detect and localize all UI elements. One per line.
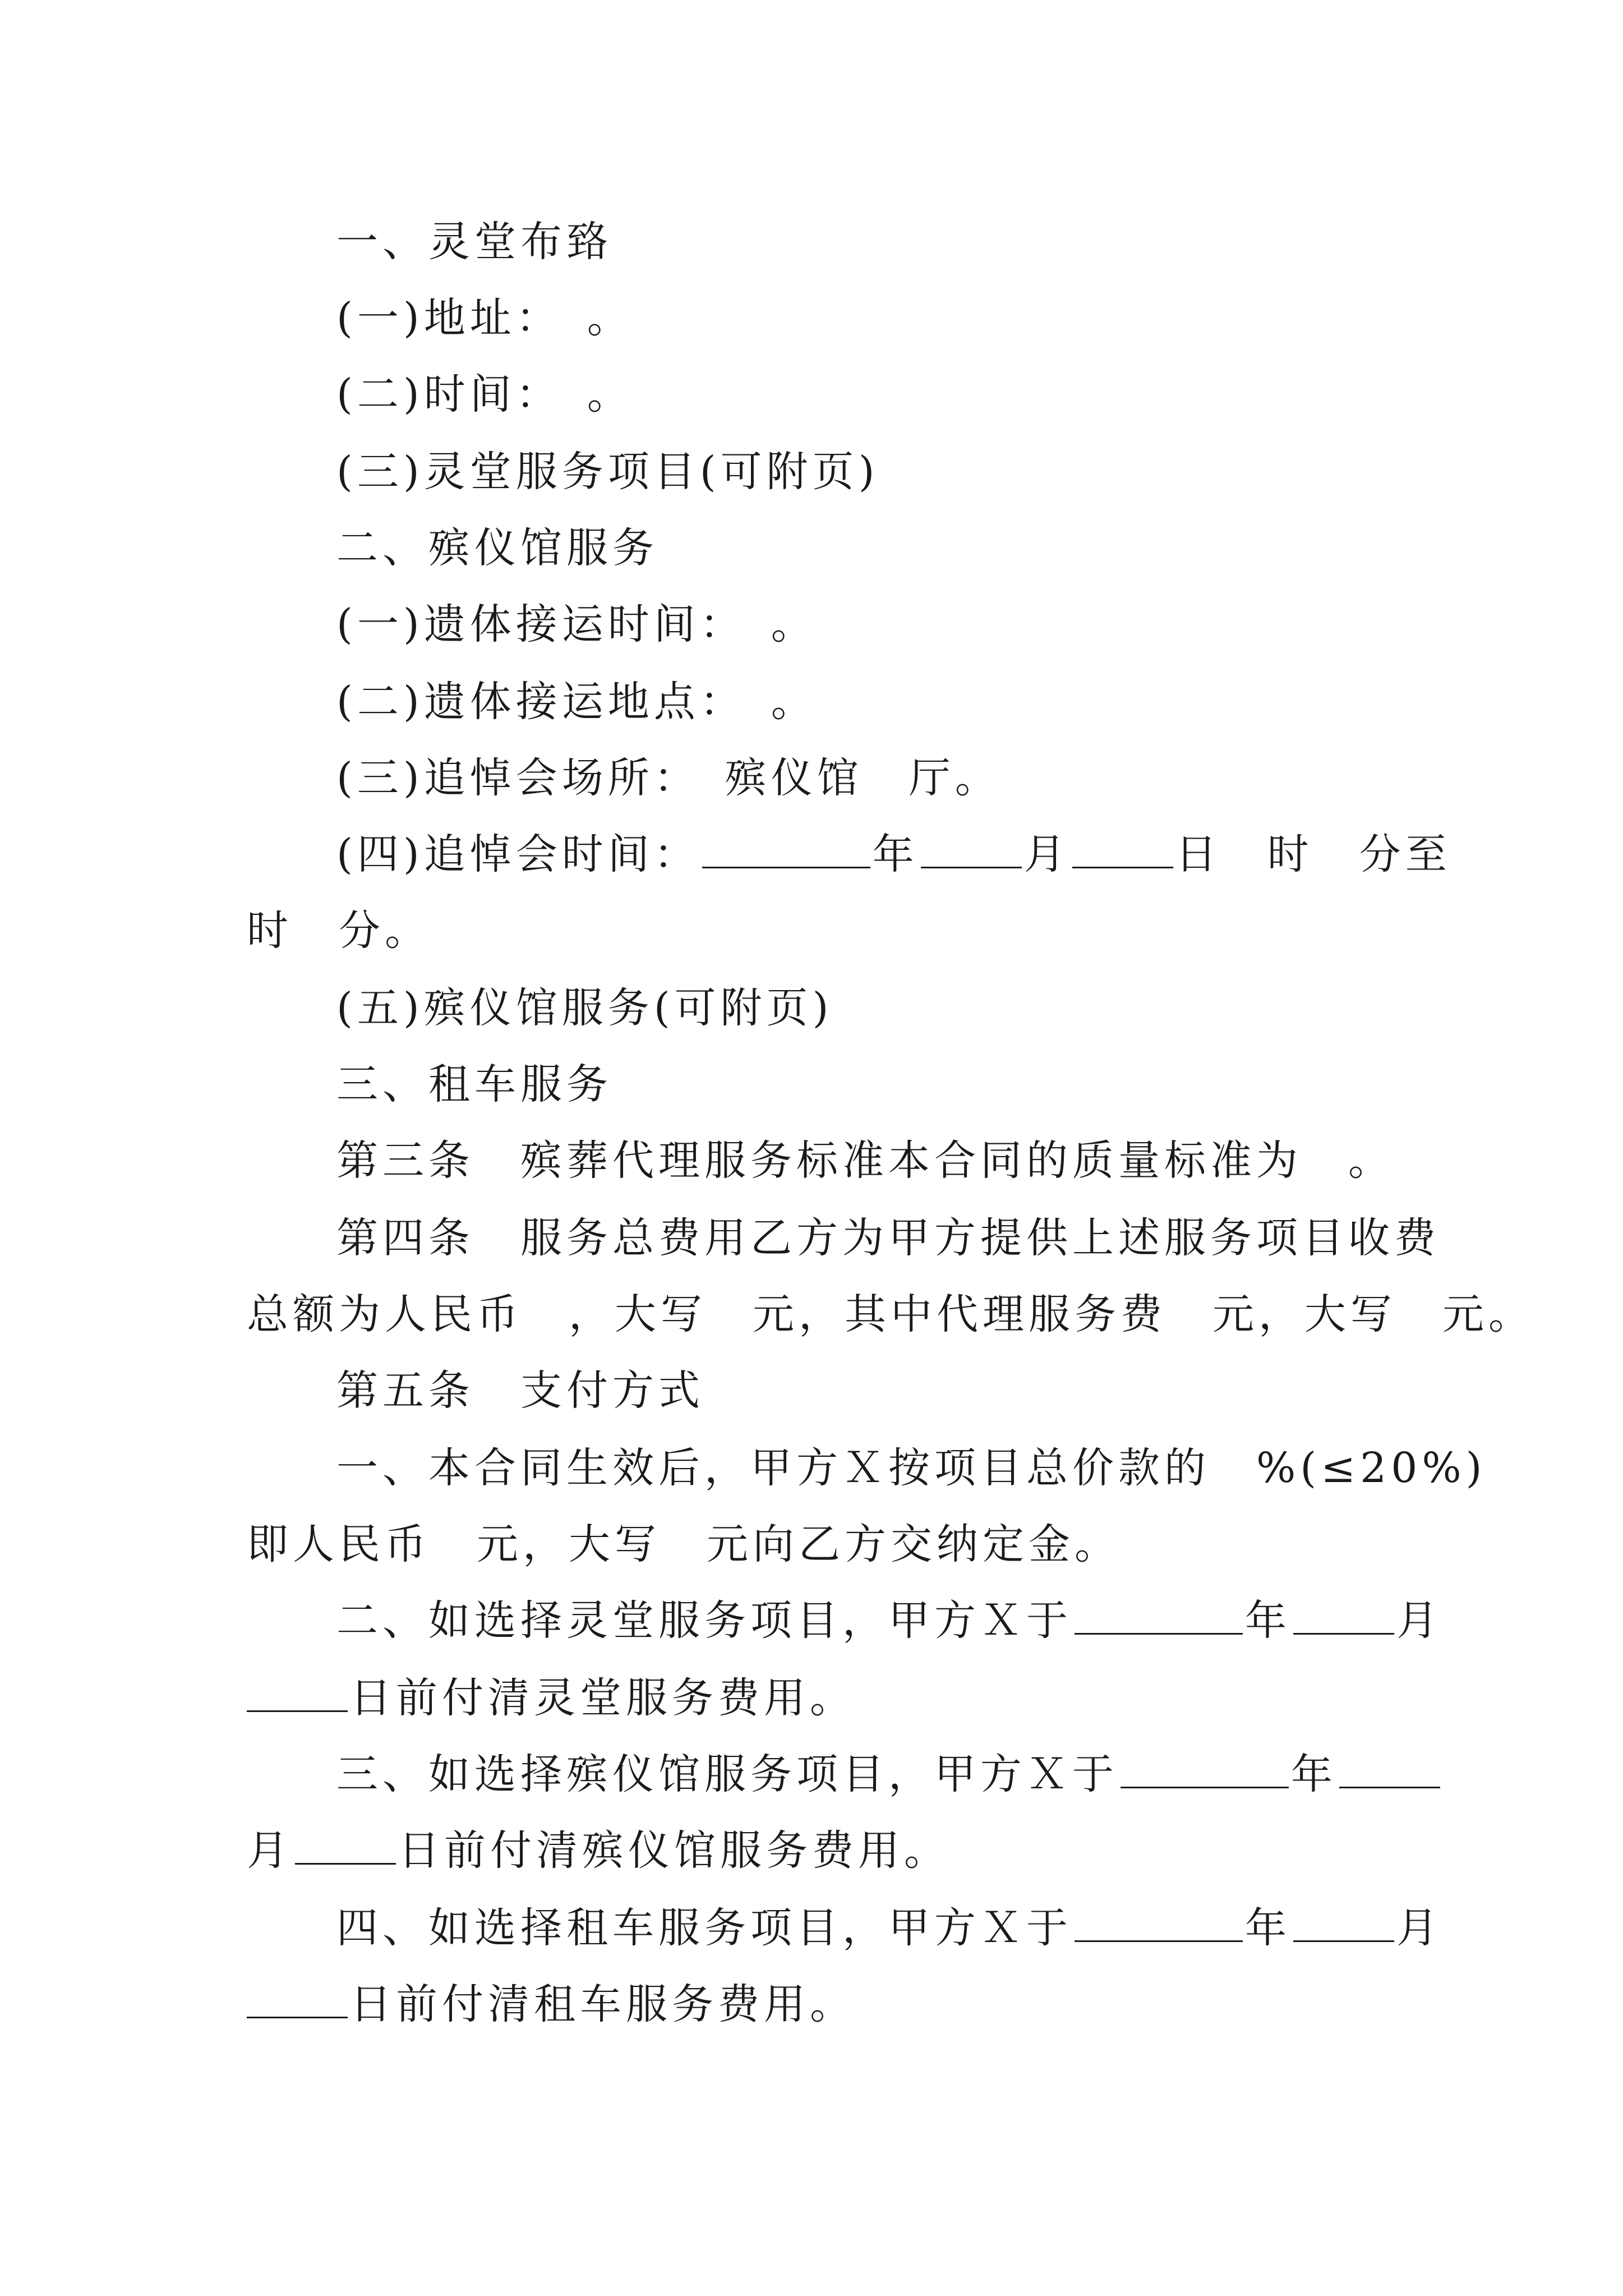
blank-day xyxy=(1072,827,1173,868)
memorial-venue-line xyxy=(336,747,1391,809)
text-time: (二)时间： 。 xyxy=(336,370,633,418)
text-section-1: 一、灵堂布臵 xyxy=(336,218,612,266)
text-article-5: 第五条 支付方式 xyxy=(336,1366,704,1415)
text-article-4: 第四条 服务总费用乙方为甲方提供上述服务项目收费 xyxy=(336,1214,1440,1262)
text-memorial-venue: (三)追悼会场所： 殡仪馆 厅。 xyxy=(336,754,1001,802)
article-5-line xyxy=(336,1360,1391,1421)
text-year: 年 xyxy=(872,830,919,878)
article-4-line xyxy=(336,1207,1440,1269)
memorial-time-continued xyxy=(247,900,1391,961)
text-payment-4-end: 日前付清租车服务费用。 xyxy=(350,1980,856,2028)
text-article-4-total: 总额为人民币 ，大写 元，其中代理服务费 元，大写 元。 xyxy=(247,1290,1534,1338)
payment-2-line xyxy=(336,1590,1442,1651)
blank-month xyxy=(1293,1901,1394,1942)
section-heading-1 xyxy=(336,211,1391,273)
text-year: 年 xyxy=(1245,1596,1291,1645)
text-year: 年 xyxy=(1245,1904,1291,1952)
text-payment-3: 三、如选择殡仪馆服务项目，甲方Ｘ于 xyxy=(336,1750,1118,1798)
payment-2-continued xyxy=(247,1667,1391,1729)
blank-year xyxy=(1075,1594,1243,1635)
funeral-service-line xyxy=(336,977,1391,1039)
blank-year xyxy=(1121,1747,1289,1788)
text-pickup-place: (二)遗体接运地点： 。 xyxy=(336,678,817,726)
text-memorial-time: (四)追悼会时间： xyxy=(336,830,700,878)
article-3-line xyxy=(336,1130,1394,1191)
text-payment-1: 一、本合同生效后，甲方Ｘ按项目总价款的 %(≤20%) xyxy=(336,1444,1487,1492)
blank-day xyxy=(247,1977,348,2018)
text-section-3: 三、租车服务 xyxy=(336,1060,612,1108)
pickup-time-line xyxy=(336,593,1391,655)
hall-service-line xyxy=(336,441,1391,503)
payment-4-continued xyxy=(247,1973,1391,2035)
text-payment-2-end: 日前付清灵堂服务费用。 xyxy=(350,1674,856,1722)
text-memorial-time-end: 时 分。 xyxy=(247,907,431,955)
blank-month xyxy=(1339,1747,1440,1788)
text-month: 月 xyxy=(1396,1904,1442,1952)
blank-month xyxy=(921,827,1022,868)
text-payment-3-end: 日前付清殡仪馆服务费用。 xyxy=(398,1826,950,1875)
text-payment-2: 二、如选择灵堂服务项目，甲方Ｘ于 xyxy=(336,1596,1072,1645)
payment-4-line xyxy=(336,1897,1442,1959)
text-address: (一)地址： 。 xyxy=(336,294,633,342)
payment-1-continued xyxy=(247,1513,1391,1575)
article-4-continued xyxy=(247,1283,1534,1345)
text-year: 年 xyxy=(1291,1750,1337,1798)
blank-day xyxy=(295,1824,396,1865)
text-section-2: 二、殡仪馆服务 xyxy=(336,524,658,572)
blank-year xyxy=(1075,1901,1243,1942)
pickup-place-line xyxy=(336,671,1391,733)
text-pickup-time: (一)遗体接运时间： 。 xyxy=(336,600,817,648)
text-funeral-service: (五)殡仪馆服务(可附页) xyxy=(336,984,833,1032)
text-day: 日 时 分至 xyxy=(1175,830,1451,878)
address-line xyxy=(336,287,1391,349)
section-heading-2 xyxy=(336,517,1391,579)
memorial-time-line xyxy=(336,823,1451,885)
blank-year xyxy=(702,827,870,868)
payment-1-line xyxy=(336,1437,1487,1499)
payment-3-line xyxy=(336,1743,1391,1805)
text-article-3: 第三条 殡葬代理服务标准本合同的质量标准为 。 xyxy=(336,1137,1394,1185)
text-payment-4: 四、如选择租车服务项目，甲方Ｘ于 xyxy=(336,1904,1072,1952)
blank-day xyxy=(247,1671,348,1712)
blank-month xyxy=(1293,1594,1394,1635)
text-month: 月 xyxy=(1396,1596,1442,1645)
time-line xyxy=(336,364,1391,425)
text-payment-1-deposit: 即人民币 元，大写 元向乙方交纳定金。 xyxy=(247,1520,1121,1568)
text-month: 月 xyxy=(1023,830,1070,878)
section-heading-3 xyxy=(336,1053,1391,1115)
payment-3-continued xyxy=(247,1820,1391,1881)
text-hall-service: (三)灵堂服务项目(可附页) xyxy=(336,448,879,496)
text-month: 月 xyxy=(247,1826,293,1875)
